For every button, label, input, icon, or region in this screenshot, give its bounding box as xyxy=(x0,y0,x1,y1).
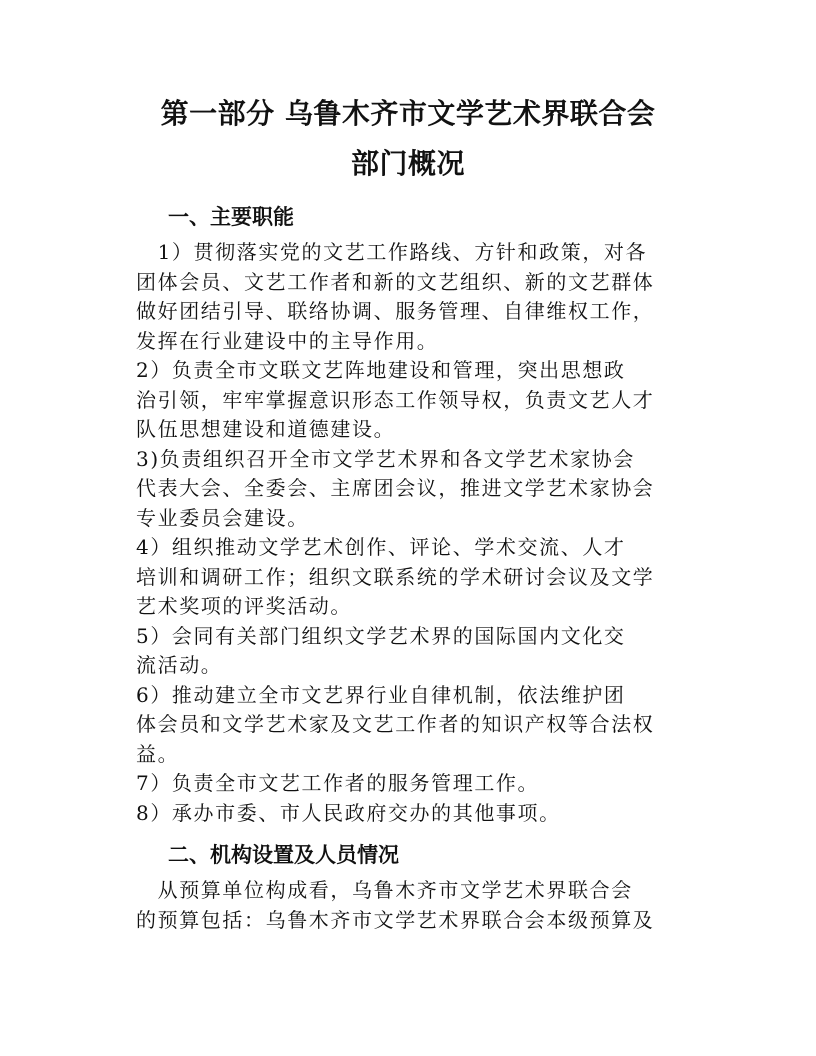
text-line: 发挥在行业建设中的主导作用。 xyxy=(136,328,439,353)
text-line: 代表大会、全委会、主席团会议，推进文学艺术家协会 xyxy=(136,476,655,500)
text-line: 流活动。 xyxy=(136,653,223,677)
text-line: 治引领，牢牢掌握意识形态工作领导权，负责文艺人才 xyxy=(136,387,655,412)
text-line: 2）负责全市文联文艺阵地建设和管理，突出思想政 xyxy=(136,358,626,382)
text-line: 的预算包括：乌鲁木齐市文学艺术界联合会本级预算及 xyxy=(136,907,655,932)
section-heading-organization: 二、机构设置及人员情况 xyxy=(168,843,399,867)
text-line: 团体会员、文艺工作者和新的文艺组织、新的文艺群体 xyxy=(136,269,655,294)
text-line: 从预算单位构成看，乌鲁木齐市文学艺术界联合会 xyxy=(136,878,633,902)
text-line: 专业委员会建设。 xyxy=(136,505,309,530)
text-line: 培训和调研工作；组织文联系统的学术研讨会议及文学 xyxy=(136,564,655,589)
text-line: 队伍思想建设和道德建设。 xyxy=(136,417,396,441)
text-line: 4）组织推动文学艺术创作、评论、学术交流、人才 xyxy=(136,535,626,559)
text-line: 1）贯彻落实党的文艺工作路线、方针和政策，对各 xyxy=(136,240,648,264)
text-line: 6）推动建立全市文艺界行业自律机制，依法维护团 xyxy=(136,682,626,707)
section-heading-main-functions: 一、主要职能 xyxy=(168,205,294,229)
text-line: 5）会同有关部门组织文学艺术界的国际国内文化交 xyxy=(136,623,626,648)
document-title: 第一部分 乌鲁木齐市文学艺术界联合会 xyxy=(160,97,656,130)
text-line: 体会员和文学艺术家及文艺工作者的知识产权等合法权 xyxy=(136,712,655,736)
text-line: 做好团结引导、联络协调、服务管理、自律维权工作， xyxy=(136,299,655,323)
text-line: 益。 xyxy=(136,741,180,766)
text-line: 7）负责全市文艺工作者的服务管理工作。 xyxy=(136,771,540,795)
text-line: 3)负责组织召开全市文学艺术界和各文学艺术家协会 xyxy=(136,446,635,471)
document-title-line-2: 部门概况 xyxy=(350,147,465,180)
section-body-organization xyxy=(136,876,684,935)
text-line: 艺术奖项的评奖活动。 xyxy=(136,594,352,618)
text-line: 8）承办市委、市人民政府交办的其他事项。 xyxy=(136,800,561,825)
section-body-main-functions xyxy=(136,238,684,828)
